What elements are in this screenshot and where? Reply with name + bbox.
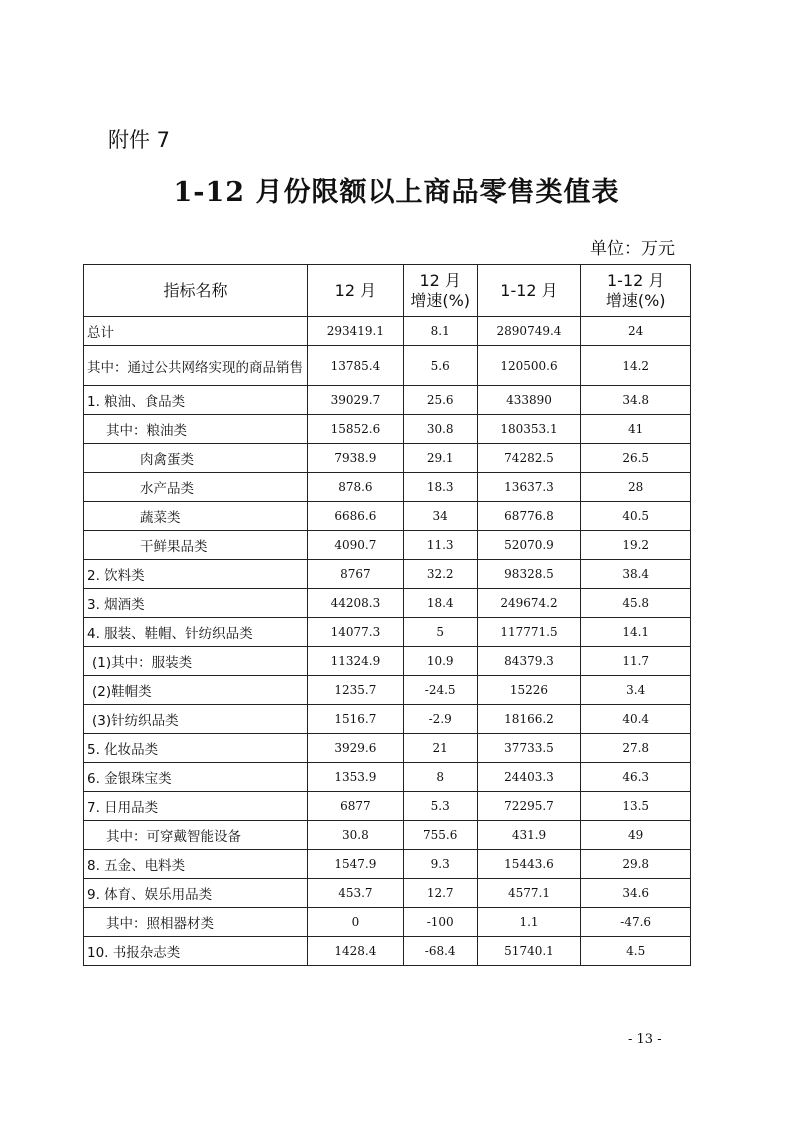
cell-december-growth: -2.9 [403,705,477,734]
header-december: 12 月 [307,265,403,317]
cell-jan-dec-growth: 27.8 [581,734,691,763]
cell-december-value: 1353.9 [307,763,403,792]
cell-december-value: 13785.4 [307,346,403,386]
table-header-row [84,265,691,317]
table-row [84,879,691,908]
row-indicator-name: 总计 [84,317,308,346]
cell-jan-dec-value: 433890 [477,386,581,415]
cell-jan-dec-growth: 38.4 [581,560,691,589]
table-row [84,502,691,531]
cell-december-value: 878.6 [307,473,403,502]
cell-jan-dec-value: 51740.1 [477,937,581,966]
cell-jan-dec-growth: 34.8 [581,386,691,415]
row-indicator-name: 其中：可穿戴智能设备 [84,821,308,850]
cell-december-value: 0 [307,908,403,937]
row-indicator-name: (3)针纺织品类 [84,705,308,734]
cell-december-growth: 9.3 [403,850,477,879]
table-row [84,531,691,560]
cell-jan-dec-value: 117771.5 [477,618,581,647]
attachment-label: 附件 7 [108,128,171,152]
cell-jan-dec-value: 37733.5 [477,734,581,763]
cell-december-value: 39029.7 [307,386,403,415]
row-indicator-name: 肉禽蛋类 [84,444,308,473]
cell-december-growth: -100 [403,908,477,937]
cell-jan-dec-value: 18166.2 [477,705,581,734]
cell-jan-dec-value: 74282.5 [477,444,581,473]
table-row [84,850,691,879]
cell-jan-dec-value: 431.9 [477,821,581,850]
cell-jan-dec-value: 249674.2 [477,589,581,618]
cell-jan-dec-value: 120500.6 [477,346,581,386]
row-indicator-name: 7. 日用品类 [84,792,308,821]
cell-jan-dec-growth: 11.7 [581,647,691,676]
cell-december-growth: 18.3 [403,473,477,502]
table-row [84,346,691,386]
cell-december-value: 11324.9 [307,647,403,676]
table-row [84,473,691,502]
cell-december-value: 3929.6 [307,734,403,763]
row-indicator-name: 水产品类 [84,473,308,502]
cell-jan-dec-value: 13637.3 [477,473,581,502]
document-title: 1-12 月份限额以上商品零售类值表 [173,177,620,208]
table-row [84,444,691,473]
cell-december-value: 8767 [307,560,403,589]
cell-december-growth: 8.1 [403,317,477,346]
cell-december-growth: 10.9 [403,647,477,676]
table-row [84,415,691,444]
row-indicator-name: 其中：照相器材类 [84,908,308,937]
row-indicator-name: 2. 饮料类 [84,560,308,589]
cell-jan-dec-growth: 41 [581,415,691,444]
cell-jan-dec-value: 1.1 [477,908,581,937]
cell-jan-dec-growth: 13.5 [581,792,691,821]
cell-jan-dec-growth: 45.8 [581,589,691,618]
cell-jan-dec-growth: 3.4 [581,676,691,705]
cell-december-growth: 12.7 [403,879,477,908]
cell-december-growth: 25.6 [403,386,477,415]
row-indicator-name: 干鲜果品类 [84,531,308,560]
row-indicator-name: 8. 五金、电料类 [84,850,308,879]
row-indicator-name: 3. 烟酒类 [84,589,308,618]
table-row [84,317,691,346]
retail-sales-table [83,264,691,966]
cell-jan-dec-growth: 29.8 [581,850,691,879]
cell-december-growth: 34 [403,502,477,531]
cell-jan-dec-growth: 46.3 [581,763,691,792]
cell-jan-dec-value: 180353.1 [477,415,581,444]
cell-jan-dec-value: 2890749.4 [477,317,581,346]
cell-december-value: 7938.9 [307,444,403,473]
cell-jan-dec-growth: 40.5 [581,502,691,531]
row-indicator-name: (1)其中：服装类 [84,647,308,676]
header-december-growth: 12 月 增速(%) [403,265,477,317]
cell-december-growth: 755.6 [403,821,477,850]
cell-jan-dec-growth: 28 [581,473,691,502]
header-jan-dec-growth: 1-12 月 增速(%) [581,265,691,317]
table-row [84,734,691,763]
cell-december-growth: 5 [403,618,477,647]
row-indicator-name: 10. 书报杂志类 [84,937,308,966]
table-row [84,618,691,647]
cell-december-value: 4090.7 [307,531,403,560]
cell-jan-dec-growth: 14.2 [581,346,691,386]
cell-jan-dec-growth: 26.5 [581,444,691,473]
row-indicator-name: 4. 服装、鞋帽、针纺织品类 [84,618,308,647]
table-row [84,908,691,937]
cell-december-growth: -68.4 [403,937,477,966]
table-row [84,792,691,821]
row-indicator-name: 1. 粮油、食品类 [84,386,308,415]
table-row [84,705,691,734]
cell-jan-dec-growth: 4.5 [581,937,691,966]
table-row [84,589,691,618]
cell-december-growth: 5.3 [403,792,477,821]
cell-december-value: 1516.7 [307,705,403,734]
table-row [84,676,691,705]
cell-jan-dec-value: 72295.7 [477,792,581,821]
row-indicator-name: 5. 化妆品类 [84,734,308,763]
cell-december-value: 14077.3 [307,618,403,647]
cell-december-value: 1235.7 [307,676,403,705]
header-indicator-name: 指标名称 [84,265,308,317]
table-row [84,821,691,850]
table-row [84,763,691,792]
table-row [84,937,691,966]
row-indicator-name: 蔬菜类 [84,502,308,531]
cell-jan-dec-value: 24403.3 [477,763,581,792]
unit-label: 单位：万元 [590,239,675,259]
cell-jan-dec-value: 15226 [477,676,581,705]
cell-december-growth: 8 [403,763,477,792]
cell-december-value: 15852.6 [307,415,403,444]
cell-december-value: 6877 [307,792,403,821]
cell-jan-dec-growth: -47.6 [581,908,691,937]
table-row [84,560,691,589]
cell-jan-dec-growth: 40.4 [581,705,691,734]
table-row [84,386,691,415]
header-jan-dec: 1-12 月 [477,265,581,317]
page-number: - 13 - [628,1032,662,1047]
row-indicator-name: 其中：粮油类 [84,415,308,444]
cell-december-value: 453.7 [307,879,403,908]
cell-december-value: 293419.1 [307,317,403,346]
cell-jan-dec-growth: 14.1 [581,618,691,647]
row-indicator-name: (2)鞋帽类 [84,676,308,705]
row-indicator-name: 其中：通过公共网络实现的商品销售 [84,346,308,386]
cell-december-growth: 21 [403,734,477,763]
cell-jan-dec-value: 98328.5 [477,560,581,589]
row-indicator-name: 9. 体育、娱乐用品类 [84,879,308,908]
cell-december-value: 1547.9 [307,850,403,879]
cell-december-growth: 29.1 [403,444,477,473]
cell-december-growth: 11.3 [403,531,477,560]
cell-jan-dec-value: 15443.6 [477,850,581,879]
cell-december-value: 44208.3 [307,589,403,618]
cell-december-growth: 5.6 [403,346,477,386]
cell-jan-dec-growth: 49 [581,821,691,850]
cell-december-growth: 18.4 [403,589,477,618]
cell-jan-dec-value: 52070.9 [477,531,581,560]
cell-jan-dec-growth: 19.2 [581,531,691,560]
cell-december-value: 1428.4 [307,937,403,966]
table-row [84,647,691,676]
row-indicator-name: 6. 金银珠宝类 [84,763,308,792]
cell-december-growth: 32.2 [403,560,477,589]
cell-jan-dec-value: 84379.3 [477,647,581,676]
cell-december-growth: 30.8 [403,415,477,444]
cell-december-value: 30.8 [307,821,403,850]
cell-jan-dec-value: 4577.1 [477,879,581,908]
cell-december-growth: -24.5 [403,676,477,705]
cell-jan-dec-value: 68776.8 [477,502,581,531]
cell-december-value: 6686.6 [307,502,403,531]
table-body [84,317,691,966]
cell-jan-dec-growth: 24 [581,317,691,346]
cell-jan-dec-growth: 34.6 [581,879,691,908]
